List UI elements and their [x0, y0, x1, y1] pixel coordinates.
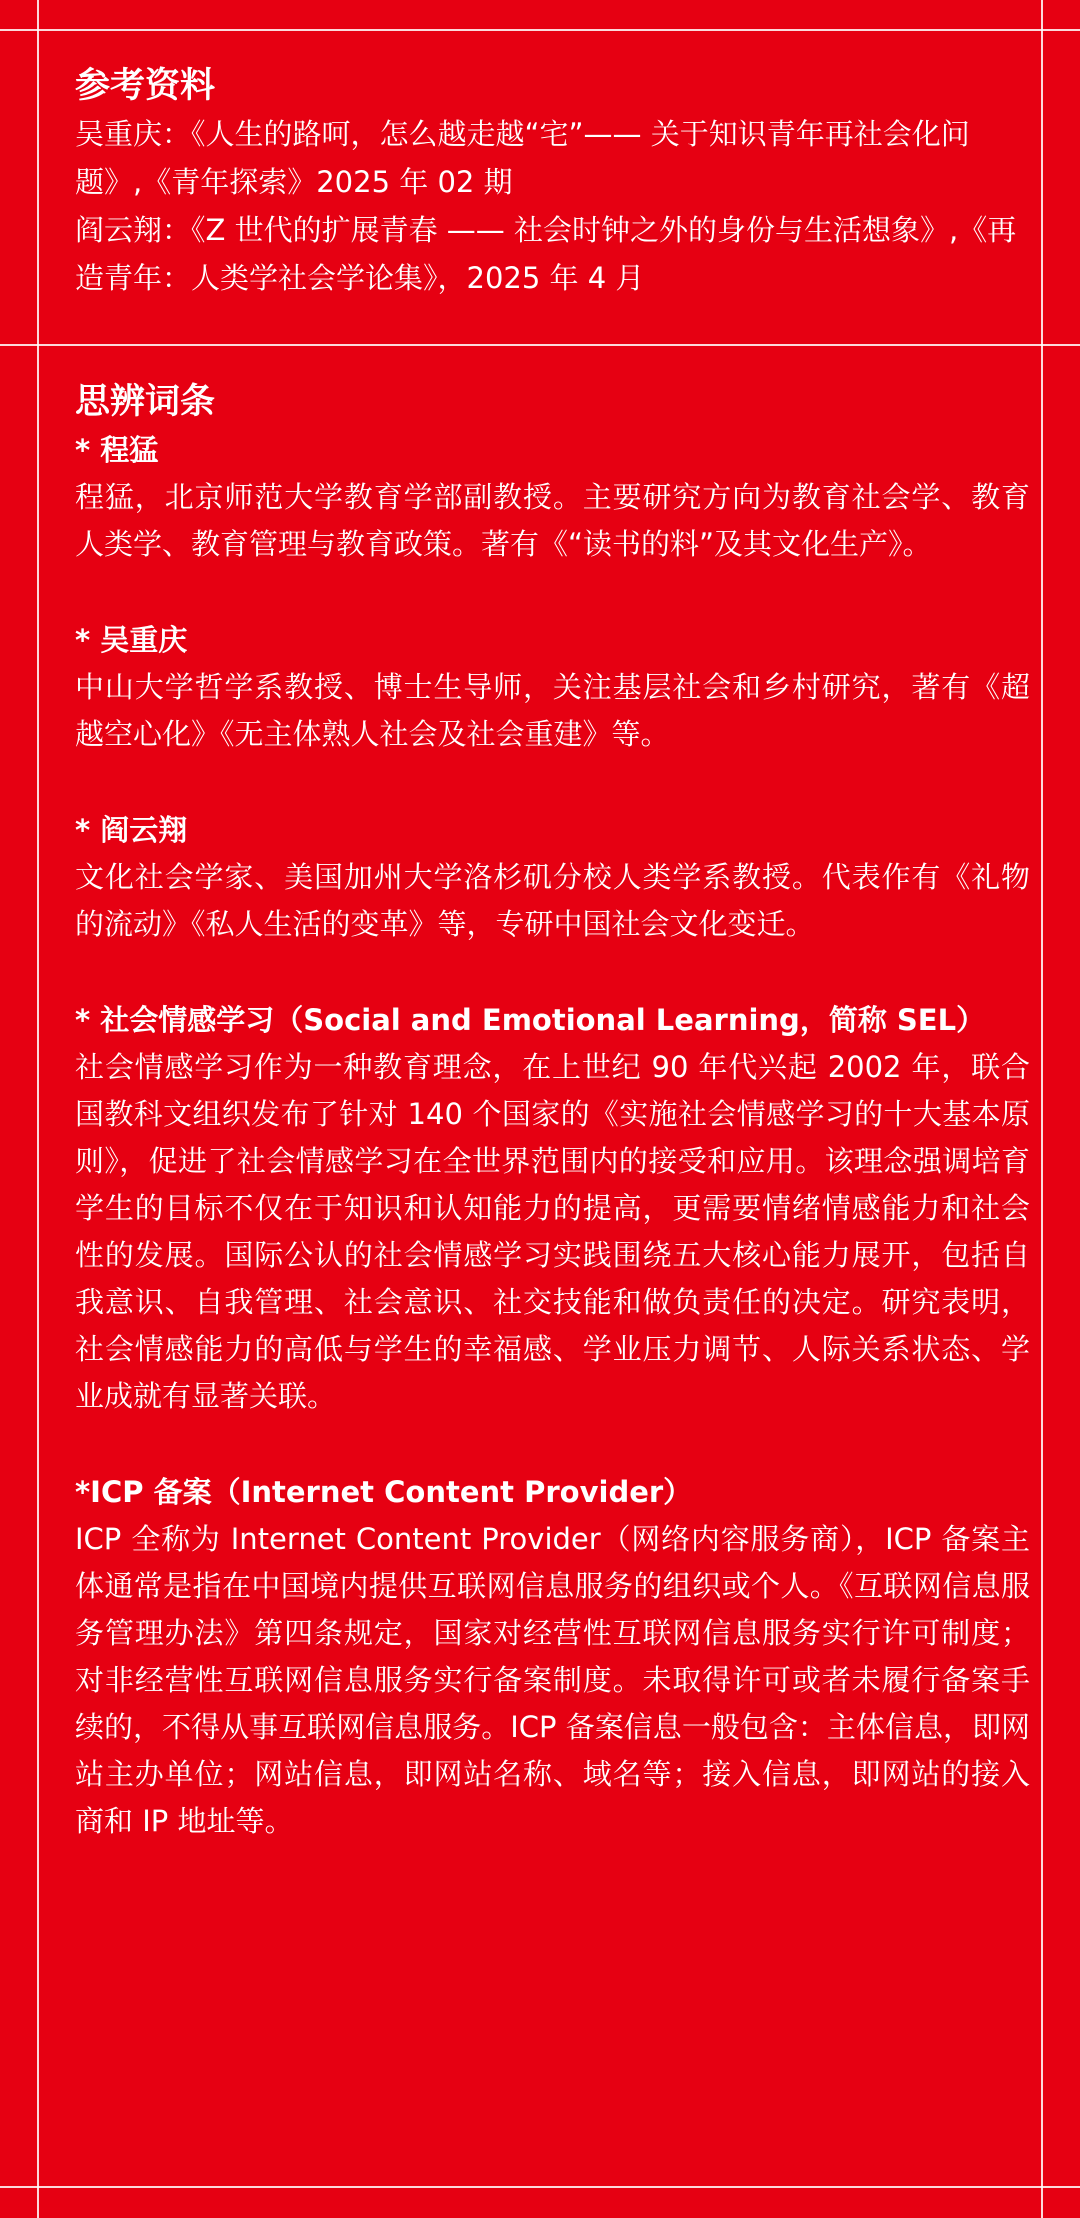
glossary-entry — [75, 1468, 1030, 1845]
entry-text: 文化社会学家、美国加州大学洛杉矶分校人类学系教授。代表作有《礼物的流动》《私人生活的变革》等，专研中国社会文化变迁。 — [75, 860, 1030, 941]
section-divider — [0, 344, 1080, 346]
entry-text: 社会情感学习作为一种教育理念，在上世纪 90 年代兴起 2002 年，联合国教科文组织发布了针对 140 个国家的《实施社会情感学习的十大基本原则》，促进了社会情感学习在全世界范围内的接受和应用。该理念强调培育学生的目标不仅在于知识和认知能力的提高，更需要情绪情感能力和社会性的发展。国际公认的社会情感学习实践围绕五大核心能力展开，包括自我意识、自我管理、社会意识、社交技能和做负责任的决定。研究表明，社会情感能力的高低与学生的幸福感、学业压力调节、人际关系状态、学业成就有显著关联。 — [75, 1050, 1030, 1413]
reference-item: 吴重庆：《人生的路呵，怎么越走越“宅”—— 关于知识青年再社会化问题》,《青年探索》2025 年 02 期 — [75, 117, 970, 199]
glossary-entry — [75, 806, 1030, 948]
entry-title: * 社会情感学习（Social and Emotional Learning，简称 SEL） — [75, 1003, 986, 1037]
references-section — [75, 62, 1030, 302]
entry-text: 中山大学哲学系教授、博士生导师，关注基层社会和乡村研究，著有《超越空心化》《无主体熟人社会及社会重建》等。 — [75, 670, 1030, 751]
glossary-entry — [75, 426, 1030, 568]
entry-title: *ICP 备案（Internet Content Provider） — [75, 1475, 693, 1509]
entry-text: 程猛，北京师范大学教育学部副教授。主要研究方向为教育社会学、教育人类学、教育管理与教育政策。著有《“读书的料”及其文化生产》。 — [75, 480, 1030, 561]
glossary-heading: 思辨词条 — [75, 382, 216, 422]
right-border-line — [1041, 0, 1043, 2218]
entry-title: * 程猛 — [75, 433, 159, 467]
left-border-line — [37, 0, 39, 2218]
glossary-section — [75, 378, 1030, 1845]
entry-title: * 阎云翔 — [75, 813, 188, 847]
glossary-entry — [75, 616, 1030, 758]
references-heading: 参考资料 — [75, 66, 216, 106]
bottom-divider — [0, 2186, 1080, 2188]
top-divider — [0, 29, 1080, 31]
reference-item: 阎云翔：《Z 世代的扩展青春 —— 社会时钟之外的身份与生活想象》,《再造青年：人类学社会学论集》，2025 年 4 月 — [75, 213, 1017, 295]
entry-title: * 吴重庆 — [75, 623, 188, 657]
glossary-entry — [75, 996, 1030, 1420]
entry-text: ICP 全称为 Internet Content Provider（网络内容服务商），ICP 备案主体通常是指在中国境内提供互联网信息服务的组织或个人。《互联网信息服务管理办法》第四条规定，国家对经营性互联网信息服务实行许可制度；对非经营性互联网信息服务实行备案制度。未取得许可或者未履行备案手续的，不得从事互联网信息服务。ICP 备案信息一般包含：主体信息，即网站主办单位；网站信息，即网站名称、域名等；接入信息，即网站的接入商和 IP 地址等。 — [75, 1522, 1030, 1838]
